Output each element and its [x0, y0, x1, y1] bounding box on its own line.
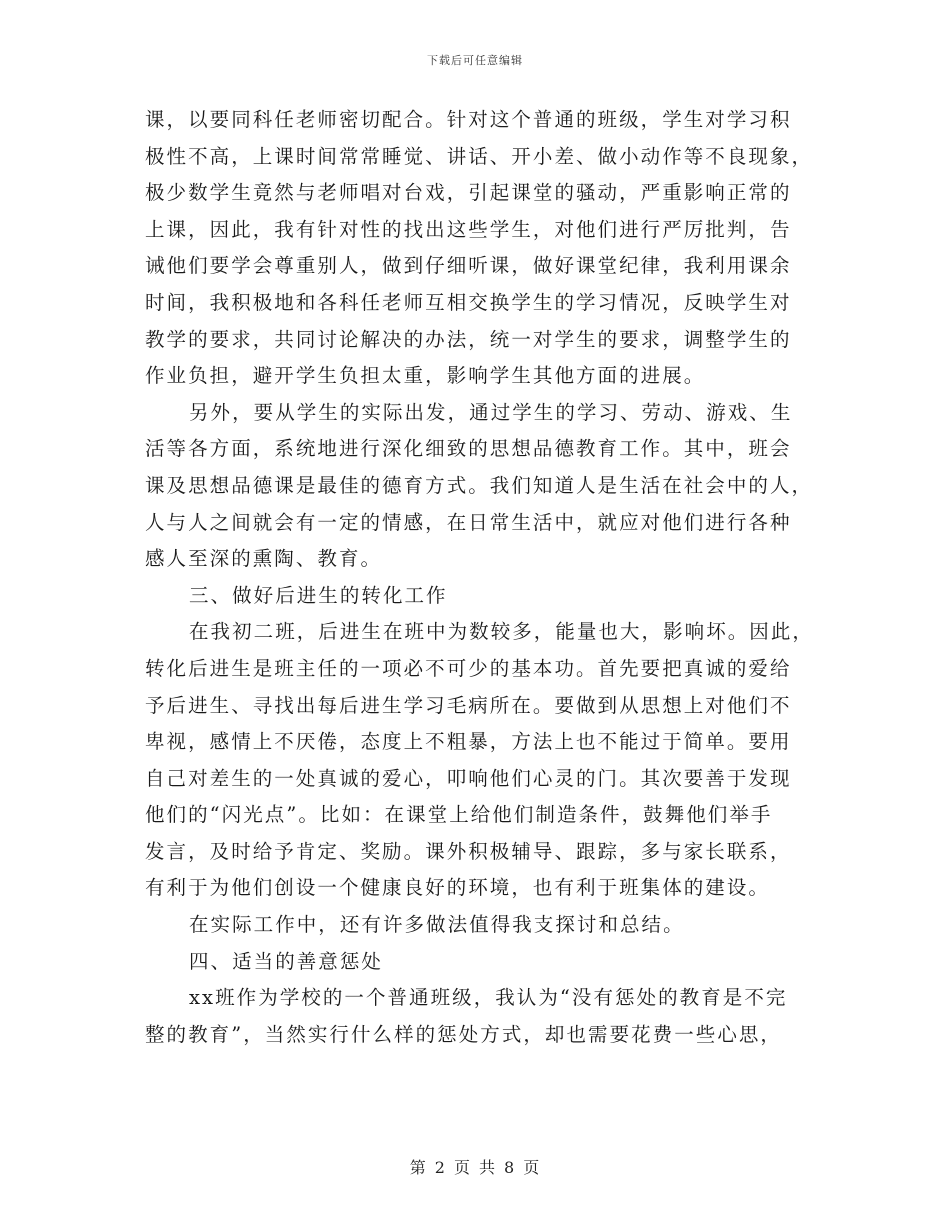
text-line: 予后进生、寻找出每后进生学习毛病所在。要做到从思想上对他们不 [145, 693, 792, 717]
text-line: 感人至深的熏陶、教育。 [145, 547, 383, 571]
text-line: 四、适当的善意惩处 [189, 949, 383, 973]
text-line: 作业负担，避开学生负担太重，影响学生其他方面的进展。 [145, 364, 706, 388]
text-line: 三、做好后进生的转化工作 [189, 583, 448, 607]
text-line: 自己对差生的一处真诚的爱心，叩响他们心灵的门。其次要善于发现 [145, 766, 792, 790]
page-footer [0, 1155, 950, 1178]
total-page-number: 8 [504, 1158, 516, 1177]
page-header: 下载后可任意编辑 [427, 54, 523, 67]
text-line: 活等各方面，系统地进行深化细致的思想品德教育工作。其中，班会 [145, 437, 792, 461]
text-line: 诫他们要学会尊重别人，做到仔细听课，做好课堂纪律，我利用课余 [145, 254, 792, 278]
text-line: 课，以要同科任老师密切配合。针对这个普通的班级，学生对学习积 [145, 108, 792, 131]
text-line: 有利于为他们创设一个健康良好的环境，也有利于班集体的建设。 [145, 876, 770, 900]
text-line: 转化后进生是班主任的一项必不可少的基本功。首先要把真诚的爱给 [145, 656, 792, 680]
text-line: 在实际工作中，还有许多做法值得我支探讨和总结。 [189, 913, 685, 937]
text-line: 他们的“闪光点”。比如：在课堂上给他们制造条件，鼓舞他们举手 [145, 803, 773, 827]
text-line: 极性不高，上课时间常常睡觉、讲话、开小差、做小动作等不良现象， [145, 144, 814, 168]
text-line: 上课，因此，我有针对性的找出这些学生，对他们进行严厉批判，告 [145, 217, 792, 241]
text-line: 极少数学生竟然与老师唱对台戏，引起课堂的骚动，严重影响正常的 [145, 181, 792, 205]
text-line: 另外，要从学生的实际出发，通过学生的学习、劳动、游戏、生 [189, 400, 793, 424]
text-line: 卑视，感情上不厌倦，态度上不粗暴，方法上也不能过于简单。要用 [145, 730, 792, 754]
footer-page-label: 页 [453, 1158, 471, 1177]
text-line: 整的教育”，当然实行什么样的惩处方式，却也需要花费一些心思， [145, 1022, 782, 1046]
current-page-number: 2 [434, 1158, 446, 1177]
text-line: 课及思想品德课是最佳的德育方式。我们知道人是生活在社会中的人， [145, 473, 814, 497]
document-body [145, 102, 814, 1053]
text-line: 在我初二班，后进生在班中为数较多，能量也大，影响坏。因此， [189, 620, 814, 644]
text-line: xx班作为学校的一个普通班级，我认为“没有惩处的教育是不完 [189, 986, 788, 1010]
text-line: 人与人之间就会有一定的情感，在日常生活中，就应对他们进行各种 [145, 510, 792, 534]
text-line: 时间，我积极地和各科任老师互相交换学生的学习情况，反映学生对 [145, 290, 792, 314]
text-line: 教学的要求，共同讨论解决的办法，统一对学生的要求，调整学生的 [145, 327, 792, 351]
footer-prefix: 第 [409, 1158, 427, 1177]
footer-page-end-label: 页 [523, 1158, 541, 1177]
footer-total-label: 共 [479, 1158, 497, 1177]
text-line: 发言，及时给予肯定、奖励。课外积极辅导、跟踪，多与家长联系， [145, 839, 792, 863]
